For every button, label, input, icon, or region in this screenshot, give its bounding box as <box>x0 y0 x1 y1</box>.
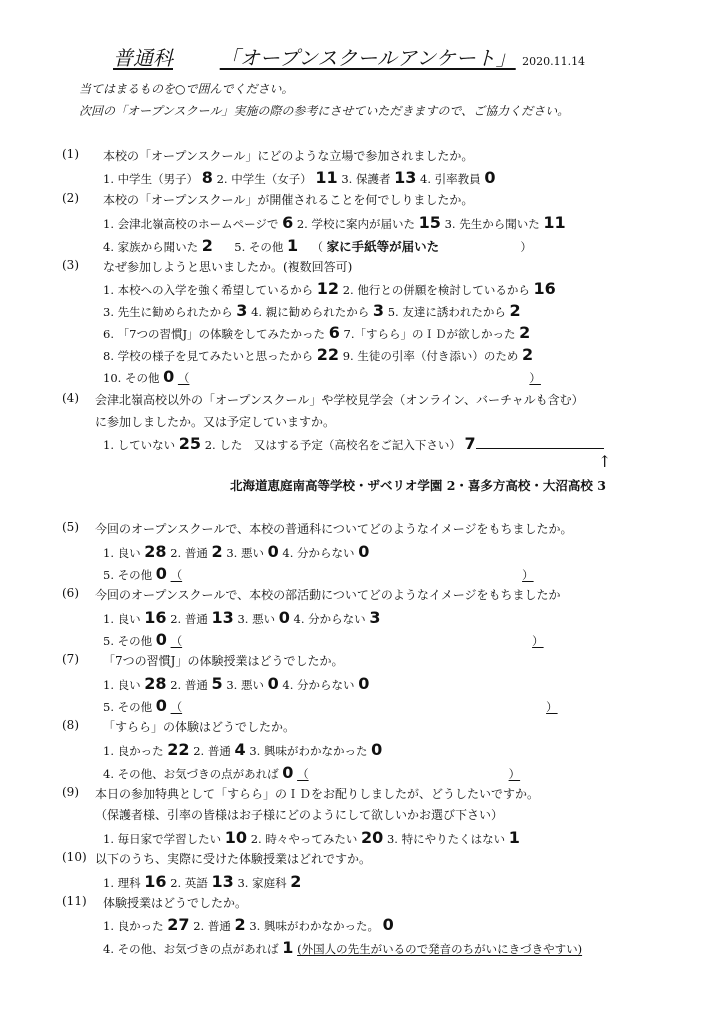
q6-opt1: 1. 良い <box>103 612 141 626</box>
q3-val3: 3 <box>236 301 248 320</box>
q10-question: 以下のうち、実際に受けた体験授業はどれですか。 <box>95 852 372 866</box>
q8-val4: 0 <box>282 763 294 782</box>
q7-val3: 0 <box>267 674 279 693</box>
q1-opt4: 4. 引率教員 <box>420 172 481 186</box>
q4-arrow-icon: ↑ <box>598 452 612 471</box>
q2-number: (2) <box>62 191 79 205</box>
q7-other-row <box>103 696 558 715</box>
q4-options <box>103 434 604 453</box>
q6-val2: 13 <box>211 608 234 627</box>
q3-val10: 0 <box>163 367 175 386</box>
q9-val3: 1 <box>508 828 520 847</box>
q3-opt4: 4. 親に勧められたから <box>251 305 370 319</box>
q2-val3: 11 <box>543 213 566 232</box>
q10-opt3: 3. 家庭科 <box>237 876 287 890</box>
q6-val4: 3 <box>369 608 381 627</box>
page-title <box>113 42 585 71</box>
q6-options <box>103 608 380 627</box>
q4-question-line1: 会津北嶺高校以外の「オープンスクール」や学校見学会（オンライン、バーチャルも含む） <box>95 393 584 407</box>
q1-opt2: 2. 中学生（女子） <box>216 172 312 186</box>
q5-opt1: 1. 良い <box>103 546 141 560</box>
q10-val1: 16 <box>144 872 167 891</box>
q10-options <box>103 872 301 891</box>
q6-other-row <box>103 630 544 649</box>
q6-opt3: 3. 悪い <box>237 612 276 626</box>
q2-other-answer: 家に手紙等が届いた <box>326 239 440 254</box>
q9-opt1: 1. 毎日家で学習したい <box>103 832 222 846</box>
q5-other-row <box>103 564 534 583</box>
q8-question: 「すらら」の体験はどうでしたか。 <box>103 720 296 734</box>
q1-val3: 13 <box>394 168 417 187</box>
q7-number: (7) <box>62 652 79 666</box>
q5-opt4: 4. 分からない <box>282 546 355 560</box>
q11-opt2: 2. 普通 <box>193 919 231 933</box>
q10-opt1: 1. 理科 <box>103 876 141 890</box>
q9-opt3: 3. 特にやりたくはない <box>386 832 506 846</box>
q5-val5: 0 <box>155 564 167 583</box>
q11-opt1: 1. 良かった <box>103 919 164 933</box>
q3-options-row5 <box>103 367 541 386</box>
q11-question: 体験授業はどうでしたか。 <box>103 896 248 910</box>
q6-val1: 16 <box>144 608 167 627</box>
q1-opt1: 1. 中学生（男子） <box>103 172 199 186</box>
q9-number: (9) <box>62 785 79 799</box>
q11-opt4: 4. その他、お気づきの点があれば <box>103 942 279 956</box>
q5-opt3: 3. 悪い <box>226 546 264 560</box>
q8-val1: 22 <box>167 740 190 759</box>
q3-opt8: 8. 学校の様子を見てみたいと思ったから <box>103 349 314 363</box>
q6-number: (6) <box>62 586 79 600</box>
survey-date: 2020.11.14 <box>522 55 586 68</box>
q4-val1: 25 <box>178 434 202 453</box>
q3-options-row1 <box>103 279 556 298</box>
q11-val4: 1 <box>282 938 294 957</box>
q11-comment: (外国人の先生がいるので発音のちがいにきづきやすい) <box>297 942 583 956</box>
q7-val5: 0 <box>155 696 167 715</box>
survey-title: 「オープンスクールアンケート」 <box>219 46 516 70</box>
q7-val1: 28 <box>144 674 167 693</box>
q6-opt5: 5. その他 <box>103 634 153 648</box>
q8-number: (8) <box>62 718 79 732</box>
q7-opt5: 5. その他 <box>103 700 153 714</box>
q4-number: (4) <box>62 391 79 405</box>
q3-options-row3 <box>103 323 530 342</box>
q3-opt10: 10. その他 <box>103 371 160 385</box>
q1-val1: 8 <box>201 168 213 187</box>
q7-opt3: 3. 悪い <box>226 678 264 692</box>
q9-question: 本日の参加特典として「すらら」のＩＤをお配りしましたが、どうしたいですか。 <box>95 787 540 801</box>
q5-val4: 0 <box>358 542 370 561</box>
q11-val1: 27 <box>167 915 190 934</box>
q2-question: 本校の「オープンスクール」が開催されることを何でしりましたか。 <box>103 193 474 207</box>
q1-opt3: 3. 保護者 <box>341 172 391 186</box>
q1-number: (1) <box>62 147 79 161</box>
q5-val2: 2 <box>211 542 223 561</box>
q5-question: 今回のオープンスクールで、本校の普通科についてどのようなイメージをもちましたか。 <box>95 522 573 536</box>
q2-paren-close: ） <box>520 240 532 254</box>
q8-options <box>103 740 382 759</box>
q2-val5: 1 <box>287 236 299 255</box>
q9-subtext: （保護者様、引率の皆様はお子様にどのようにして欲しいかお選び下さい） <box>95 808 504 822</box>
q3-val2: 16 <box>533 279 556 298</box>
q2-options-row1 <box>103 213 566 232</box>
q3-val4: 3 <box>372 301 385 320</box>
q9-val2: 20 <box>361 828 384 847</box>
q8-other-field: （ ） <box>297 767 521 781</box>
q8-val2: 4 <box>234 740 246 759</box>
q3-val8: 22 <box>316 345 340 364</box>
q4-school-names: 北海道恵庭南高等学校・ザベリオ学園 2・喜多方高校・大沼高校 3 <box>230 478 606 493</box>
q2-opt4: 4. 家族から聞いた <box>103 240 199 254</box>
q6-val5: 0 <box>155 630 167 649</box>
q2-paren-open: （ <box>311 240 323 254</box>
q3-opt7: 7.「すらら」のＩＤが欲しかった <box>343 327 516 341</box>
q7-opt2: 2. 普通 <box>170 678 208 692</box>
q2-val4: 2 <box>201 236 213 255</box>
q7-opt1: 1. 良い <box>103 678 141 692</box>
q7-other-field: （ ） <box>170 700 558 714</box>
q7-val4: 0 <box>358 674 370 693</box>
q5-number: (5) <box>62 520 79 534</box>
q10-opt2: 2. 英語 <box>170 876 208 890</box>
q3-opt1: 1. 本校への入学を強く希望しているから <box>103 283 314 297</box>
q10-val3: 2 <box>290 872 302 891</box>
q3-opt3: 3. 先生に勧められたから <box>103 305 233 319</box>
q4-opt1: 1. していない <box>103 438 176 452</box>
q2-opt3: 3. 先生から聞いた <box>444 217 540 231</box>
q4-question-line2: に参加しましたか。又は予定していますか。 <box>95 415 336 429</box>
q6-opt4: 4. 分からない <box>293 612 366 626</box>
q3-val6: 6 <box>328 323 340 342</box>
q3-opt6: 6. 「7つの習慣J」の体験をしてみたかった <box>103 327 326 341</box>
q3-number: (3) <box>62 258 79 272</box>
q6-opt2: 2. 普通 <box>170 612 208 626</box>
q5-other-field: （ ） <box>170 568 534 582</box>
q3-opt2: 2. 他行との併願を検討しているから <box>342 283 530 297</box>
q8-opt3: 3. 興味がわかなかった <box>249 744 368 758</box>
q2-opt2: 2. 学校に案内が届いた <box>296 217 415 231</box>
q3-opt9: 9. 生徒の引率（付き添い）のため <box>342 349 519 363</box>
q4-val2: 7 <box>464 434 476 453</box>
q3-options-row2 <box>103 301 521 320</box>
q1-question: 本校の「オープンスクール」にどのような立場で参加されましたか。 <box>103 149 474 163</box>
q2-val1: 6 <box>282 213 294 232</box>
q8-val3: 0 <box>371 740 383 759</box>
q4-school-blank <box>476 436 604 449</box>
q3-val9: 2 <box>522 345 534 364</box>
q3-val1: 12 <box>316 279 340 298</box>
q1-options <box>103 168 495 187</box>
q5-opt2: 2. 普通 <box>170 546 208 560</box>
intro-line-1: 当てはまるものを○で囲んでください。 <box>79 82 294 96</box>
intro-line-2: 次回の「オープンスクール」実施の際の参考にさせていただきますので、ご協力ください。 <box>79 104 570 118</box>
q2-opt5: 5. その他 <box>234 240 284 254</box>
q3-val5: 2 <box>509 301 521 320</box>
q9-options <box>103 828 520 847</box>
q4-opt2: 2. した 又はする予定（高校名をご記入下さい） <box>204 438 461 452</box>
q3-other-field: （ ） <box>177 371 541 385</box>
q2-val2: 15 <box>418 213 441 232</box>
dept-label: 普通科 <box>113 46 173 70</box>
q2-options-row2 <box>103 236 532 255</box>
q7-val2: 5 <box>211 674 223 693</box>
q6-question: 今回のオープンスクールで、本校の部活動についてどのようなイメージをもちましたか <box>95 588 561 602</box>
q9-opt2: 2. 時々やってみたい <box>250 832 358 846</box>
q2-opt1: 1. 会津北嶺高校のホームページで <box>103 217 279 231</box>
q6-other-field: （ ） <box>170 634 544 648</box>
q3-question: なぜ参加しようと思いましたか。(複数回答可) <box>103 260 353 274</box>
q11-opt3: 3. 興味がわかなかった。 <box>249 919 379 933</box>
q3-opt5: 5. 友達に誘われたから <box>387 305 506 319</box>
q10-number: (10) <box>62 850 87 864</box>
q7-opt4: 4. 分からない <box>282 678 355 692</box>
q5-opt5: 5. その他 <box>103 568 153 582</box>
q10-val2: 13 <box>211 872 234 891</box>
q5-val1: 28 <box>144 542 167 561</box>
q11-options <box>103 915 394 934</box>
q8-other-row <box>103 763 520 782</box>
q1-val2: 11 <box>315 168 338 187</box>
q8-opt4: 4. その他、お気づきの点があれば <box>103 767 279 781</box>
q11-val2: 2 <box>234 915 246 934</box>
q11-other-row <box>103 938 582 957</box>
q8-opt2: 2. 普通 <box>193 744 231 758</box>
q9-val1: 10 <box>224 828 248 847</box>
q5-val3: 0 <box>267 542 279 561</box>
q11-number: (11) <box>62 894 87 908</box>
q3-val7: 2 <box>519 323 531 342</box>
q5-options <box>103 542 369 561</box>
q7-options <box>103 674 369 693</box>
q6-val3: 0 <box>278 608 290 627</box>
q1-val4: 0 <box>484 168 496 187</box>
q11-val3: 0 <box>382 915 394 934</box>
q7-question: 「7つの習慣J」の体験授業はどうでしたか。 <box>103 654 344 668</box>
q3-options-row4 <box>103 345 533 364</box>
q8-opt1: 1. 良かった <box>103 744 164 758</box>
